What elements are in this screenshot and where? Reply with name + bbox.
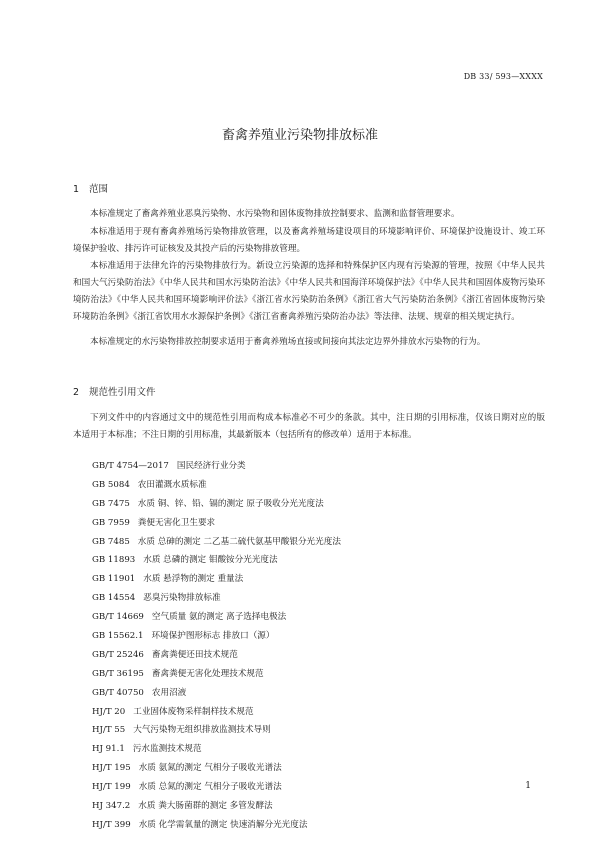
reference-title: 环境保护图形标志 排放口（源） [151, 631, 275, 642]
reference-title: 水质 化学需氧量的测定 快速消解分光光度法 [138, 819, 308, 830]
reference-item [92, 684, 341, 703]
reference-code: GB 7485 [92, 536, 130, 547]
section-title: 规范性引用文件 [89, 387, 156, 398]
reference-item [92, 740, 341, 759]
reference-code: GB 7475 [92, 498, 130, 509]
reference-code: HJ/T 195 [92, 763, 131, 774]
reference-code: GB 5084 [92, 479, 130, 490]
reference-title: 水质 总磷的测定 钼酸铵分光光度法 [143, 555, 278, 566]
reference-code: HJ/T 399 [92, 819, 131, 830]
reference-title: 水质 铜、锌、铅、镉的测定 原子吸收分光光度法 [137, 498, 324, 509]
reference-item [92, 665, 341, 684]
reference-item [92, 816, 341, 835]
page-number: 1 [525, 781, 531, 791]
section-number: 1 [73, 184, 80, 195]
reference-item [92, 589, 341, 608]
reference-code: HJ/T 55 [92, 725, 126, 736]
reference-title: 农田灌溉水质标准 [137, 479, 207, 490]
reference-item [92, 570, 341, 589]
reference-list [92, 457, 341, 835]
reference-title: 粪便无害化卫生要求 [137, 517, 216, 528]
reference-item [92, 703, 341, 722]
reference-item [92, 551, 341, 570]
reference-title: 水质 悬浮物的测定 重量法 [143, 574, 244, 585]
reference-title: 水质 总氮的测定 气相分子吸收光谱法 [138, 782, 282, 793]
reference-item [92, 627, 341, 646]
section-number: 2 [73, 387, 80, 398]
reference-title: 国民经济行业分类 [176, 461, 246, 471]
reference-item [92, 514, 341, 533]
reference-item [92, 778, 341, 797]
section-1-heading [73, 181, 108, 195]
document-title: 畜禽养殖业污染物排放标准 [221, 128, 378, 143]
reference-title: 水质 粪大肠菌群的测定 多管发酵法 [138, 801, 273, 812]
reference-item [92, 533, 341, 552]
reference-code: HJ/T 199 [92, 782, 131, 793]
scope-paragraph-1: 本标准规定了畜禽养殖业恶臭污染物、水污染物和固体废物排放控制要求、监测和监督管理要求。 [90, 209, 460, 219]
reference-code: GB 11901 [92, 574, 136, 585]
document-code: DB 33/ 593—XXXX [463, 72, 543, 81]
scope-paragraph-2: 本标准适用于现有畜禽养殖场污染物排放管理，以及畜禽养殖场建设项目的环境影响评价、环境保护设施设计、竣工环境保护验收、排污许可证核发及其投产后的污染物排放管理。 [73, 227, 545, 254]
reference-code: GB 7959 [92, 517, 130, 528]
reference-code: GB/T 4754—2017 [92, 461, 169, 471]
reference-title: 污水监测技术规范 [132, 744, 202, 755]
reference-code: GB/T 25246 [92, 649, 144, 660]
reference-code: GB 11893 [92, 555, 136, 566]
reference-code: GB 15562.1 [92, 631, 144, 642]
reference-item [92, 721, 341, 740]
reference-code: GB/T 40750 [92, 687, 144, 698]
section-2-heading [73, 384, 156, 398]
reference-item [92, 495, 341, 514]
reference-item [92, 457, 341, 476]
reference-code: GB/T 14669 [92, 612, 144, 623]
reference-title: 空气质量 氨的测定 离子选择电极法 [151, 612, 287, 623]
reference-title: 水质 氨氮的测定 气相分子吸收光谱法 [138, 763, 282, 774]
reference-title: 农用沼液 [151, 687, 187, 698]
reference-item [92, 759, 341, 778]
scope-paragraph-4: 本标准规定的水污染物排放控制要求适用于畜禽养殖场直接或间接向其法定边界外排放水污染物的行为。 [90, 337, 486, 347]
reference-item [92, 646, 341, 665]
reference-item [92, 608, 341, 627]
reference-title: 工业固体废物采样制样技术规范 [133, 706, 254, 717]
scope-paragraph-3: 本标准适用于法律允许的污染物排放行为。新设立污染源的选择和特殊保护区内现有污染源的管理，按照《中华人民共和国大气污染防治法》《中华人民共和国水污染防治法》《中华人民共和国海洋环境保护法》《中华人民共和国固体废物污染环境防治法》《中华人民共和国环境影响评价法》《浙江省水污染防治条例》《浙江省大气污染防治条例》《浙江省固体废物污染环境防治条例》《浙江省饮用水水源保护条例》《浙江省畜禽养殖污染防治办法》等法律、法规、规章的相关规定执行。 [73, 261, 545, 322]
reference-title: 畜禽粪便还田技术规范 [151, 649, 238, 660]
references-intro: 下列文件中的内容通过文中的规范性引用而构成本标准必不可少的条款。其中，注日期的引用标准，仅该日期对应的版本适用于本标准；不注日期的引用标准，其最新版本（包括所有的修改单）适用于本标准。 [73, 413, 545, 440]
reference-title: 恶臭污染物排放标准 [143, 593, 221, 604]
reference-code: HJ 347.2 [92, 801, 131, 812]
section-title: 范围 [89, 184, 109, 195]
reference-code: HJ/T 20 [92, 706, 126, 717]
reference-title: 大气污染物无组织排放监测技术导则 [133, 725, 271, 736]
reference-title: 水质 总砷的测定 二乙基二硫代氨基甲酸银分光光度法 [137, 536, 341, 547]
reference-code: GB/T 36195 [92, 668, 144, 679]
reference-item [92, 476, 341, 495]
reference-code: GB 14554 [92, 593, 136, 604]
reference-item [92, 797, 341, 816]
reference-code: HJ 91.1 [92, 744, 125, 755]
reference-title: 畜禽粪便无害化处理技术规范 [151, 668, 264, 679]
